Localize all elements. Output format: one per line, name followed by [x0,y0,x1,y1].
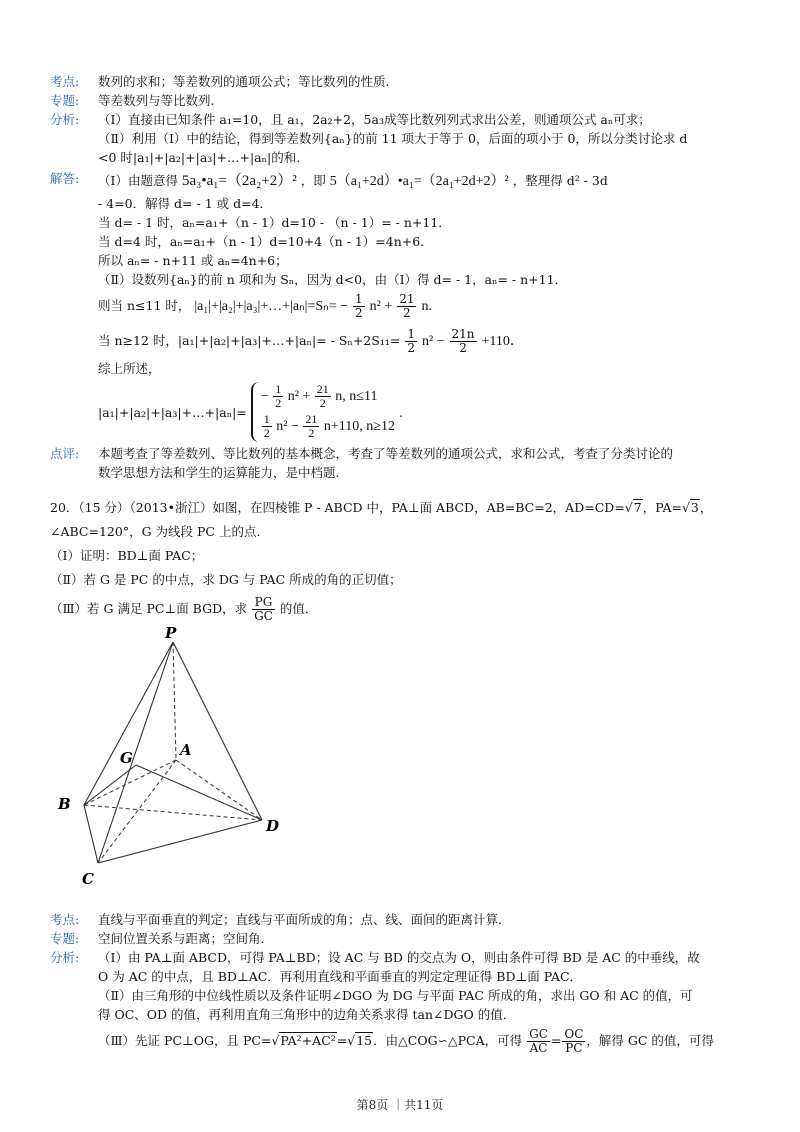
page-footer: 第8页 ｜共11页 [356,1098,444,1112]
jieda-line-6: （Ⅱ）设数列{aₙ}的前 n 项和为 Sₙ，因为 d<0，由（Ⅰ）得 d= - 1，aₙ= - n+11． [98,272,568,287]
sqrt-pa2-ac2: PA²+AC² [280,1033,336,1048]
label-D: D [266,817,280,835]
jieda-line-1 [98,169,760,194]
p20-question-2: （Ⅱ）若 G 是 PC 的中点，求 DG 与 PAC 所成的角的正切值； [50,572,402,587]
zhuanti-row [50,91,760,110]
problem-20-analysis [50,910,760,1058]
fenxi-line-2: （Ⅱ）利用（Ⅰ）中的结论，得到等差数列{aₙ}的前 11 项大于等于 0，后面的项小于 0，所以分类讨论求 d [98,131,688,146]
zhuanti-text: 等差数列与等比数列. [98,93,215,108]
p20-fenxi-line-4: 得 OC、OD 的值，再利用直角三角形中的边角关系求得 tan∠DGO 的值． [98,1007,516,1022]
fenxi-row [50,110,760,167]
dianping-tag: 点评: [50,446,80,461]
jieda-7a: 则当 n≤11 时， [98,298,191,313]
edge-PB [84,642,173,805]
zhuanti-tag: 专题: [50,93,80,108]
case-2: $\frac{1}{2}$ n² − $\frac{21}{2}$ n+110, n≥12 [263,412,395,441]
label-P: P [165,625,177,642]
jieda-10a: |a₁|+|a₂|+|a₃|+…+|aₙ|= [98,404,247,420]
jieda-line-3: 当 d= - 1 时，aₙ=a₁+（n - 1）d=10 - （n - 1）= - n+11． [98,215,451,230]
p20-zhuanti-text: 空间位置关系与距离；空间角． [98,931,274,946]
p20-title-line-2: ∠ABC=120°，G 为线段 PC 上的点． [50,524,269,539]
jieda-line-7: 则当 n≤11 时， |a₁|+|a₂|+|a₃|+…+|aₙ|=Sₙ= − $\frac{1}{2}$ n² + $\frac{21}{2}$ n. [98,292,432,320]
p20-zhuanti-row: 专题: 空间位置关系与距离；空间角． [50,929,760,948]
label-G: G [120,749,133,767]
p20-question-1: （Ⅰ）证明：BD⊥面 PAC； [50,548,204,563]
jieda-line-9: 综上所述， [98,361,161,376]
jieda-line-10: |a₁|+|a₂|+|a₃|+…+|aₙ|= − $\frac{1}{2}$ n² + $\frac{21}{2}$ n, n≤11 $\frac{1}{2}$ n² − $\frac{21}{2}$ n+110, n≥12 . [98,382,403,441]
eq-geometric-2: 5（a₁+2d）•a₁=（2a₁+2d+2）² [329,174,509,189]
p20-fenxi-row: 分析: （Ⅰ）由 PA⊥面 ABCD，可得 PA⊥BD；设 AC 与 BD 的交点为 O，则由条件可得 BD 是 AC 的中垂线，故 O 为 AC 的中点，且 BD⊥AC．再利用直线和平面垂直的判定定理证得 BD⊥面 PAC． （Ⅱ）由三角形的中位线性质以及条件证明∠DGO 为 DG 与平面 PAC 所成的角，求出 GO 和 AC 的值，可 得 OC、OD 的值，再利用直角三角形中的边角关系求得 tan∠DGO 的值． （Ⅲ）先证 PC⊥OG，且 PC=√PA²+AC²=√15．由△COG∽△PCA，可得 $\frac{GC}{AC}$ = $\frac{OC}{PC}$ ，解得 GC 的值，可得 [50,948,760,1058]
p20-fenxi-line-3: （Ⅱ）由三角形的中位线性质以及条件证明∠DGO 为 DG 与平面 PAC 所成的角，求出 GO 和 AC 的值，可 [98,988,693,1003]
dianping-line-2: 数学思想方法和学生的运算能力，是中档题. [98,465,340,480]
edge-PC [98,642,173,863]
jieda-row [50,169,760,442]
segment-GD [136,765,262,820]
jieda-8a: 当 n≥12 时，|a₁|+|a₂|+|a₃|+…+|aₙ|= - Sₙ+2S₁₁= [98,333,401,348]
kaodian-tag: 考点: [50,74,80,89]
frac-oc-pc: $\frac{OC}{PC}$ [564,1027,584,1055]
jieda-line-2: - 4=0．解得 d= - 1 或 d=4． [98,196,273,211]
p20-question-3: （Ⅲ）若 G 满足 PC⊥面 BGD，求 $\frac{PG}{GC}$ 的值． [50,595,318,623]
edge-AD [176,760,262,820]
dianping-line-1: 本题考查了等差数列、等比数列的基本概念，考查了等差数列的通项公式，求和公式，考查了分类讨论的 [98,446,674,461]
frac-21-2: $\frac{21}{2}$ [399,292,415,320]
jieda-1a: （Ⅰ）由题意得 [98,173,178,188]
jieda-1c: ，整理得 d² - 3d [512,173,608,188]
segment-GB [84,765,136,805]
eq-sum-le11: |a₁|+|a₂|+|a₃|+…+|aₙ|=Sₙ= − [194,299,349,314]
problem-20 [50,496,760,626]
p20-kaodian-row: 考点: 直线与平面垂直的判定；直线与平面所成的角；点、线、面间的距离计算． [50,910,760,929]
fenxi-tag: 分析: [50,112,80,127]
jieda-line-8: 当 n≥12 时，|a₁|+|a₂|+|a₃|+…+|aₙ|= - Sₙ+2S₁₁= $\frac{1}{2}$ n² − $\frac{21n}{2}$ +110． [98,327,524,355]
edge-BC [84,805,98,863]
sqrt-7: 7 [633,500,642,515]
jieda-1b: ，即 [300,173,326,188]
sqrt-15: 15 [356,1033,373,1048]
kaodian-text: 数列的求和；等差数列的通项公式；等比数列的性质. [98,74,390,89]
jieda-line-4: 当 d=4 时，aₙ=a₁+（n - 1）d=10+4（n - 1）=4n+6． [98,234,433,249]
frac-half: $\frac{1}{2}$ [355,292,363,320]
fenxi-line-1: （Ⅰ）直接由已知条件 a₁=10，且 a₁，2a₂+2，5a₃成等比数列列式求出公差，则通项公式 aₙ可求； [98,112,651,127]
frac-half-2: $\frac{1}{2}$ [407,327,415,355]
edge-CD [98,820,262,863]
p20-fenxi-line-1: （Ⅰ）由 PA⊥面 ABCD，可得 PA⊥BD；设 AC 与 BD 的交点为 O，则由条件可得 BD 是 AC 的中垂线，故 [98,950,700,965]
dianping-row [50,444,760,482]
jieda-tag: 解答: [50,171,80,186]
case-1: − $\frac{1}{2}$ n² + $\frac{21}{2}$ n, n≤11 [260,382,378,411]
p20-fenxi-line-5: （Ⅲ）先证 PC⊥OG，且 PC=√PA²+AC²=√15．由△COG∽△PCA，可得 $\frac{GC}{AC}$ = $\frac{OC}{PC}$ ，解得 GC 的值，可得 [98,1027,714,1055]
pyramid-figure [40,625,300,890]
edge-PA [173,642,176,760]
eq-geometric-1: 5a₃•a₁=（2a₂+2）² [181,173,297,189]
label-C: C [82,870,94,888]
piecewise-brace [251,382,395,442]
frac-21n-2: $\frac{21n}{2}$ [451,327,475,355]
label-A: A [180,741,192,759]
frac-gc-ac: $\frac{GC}{AC}$ [529,1027,548,1055]
diag-BD [84,805,262,820]
jieda-line-5: 所以 aₙ= - n+11 或 aₙ=4n+6； [98,253,288,268]
fenxi-line-3: <0 时|a₁|+|a₂|+|a₃|+…+|aₙ|的和. [98,150,301,165]
label-B: B [58,795,71,813]
p20-title-line-1: 20．（15 分）（2013•浙江）如图，在四棱锥 P - ABCD 中，PA⊥面 ABCD，AB=BC=2，AD=CD=√7，PA=√3， [50,500,713,515]
kaodian-row [50,72,760,91]
p20-fenxi-line-2: O 为 AC 的中点，且 BD⊥AC．再利用直线和平面垂直的判定定理证得 BD⊥面 PAC． [98,969,583,984]
p20-kaodian-text: 直线与平面垂直的判定；直线与平面所成的角；点、线、面间的距离计算． [98,912,511,927]
frac-pg-gc: $\frac{PG}{GC}$ [254,595,273,623]
edge-PD [173,642,262,820]
sqrt-3: 3 [690,500,699,515]
problem-19-solution [50,72,760,482]
